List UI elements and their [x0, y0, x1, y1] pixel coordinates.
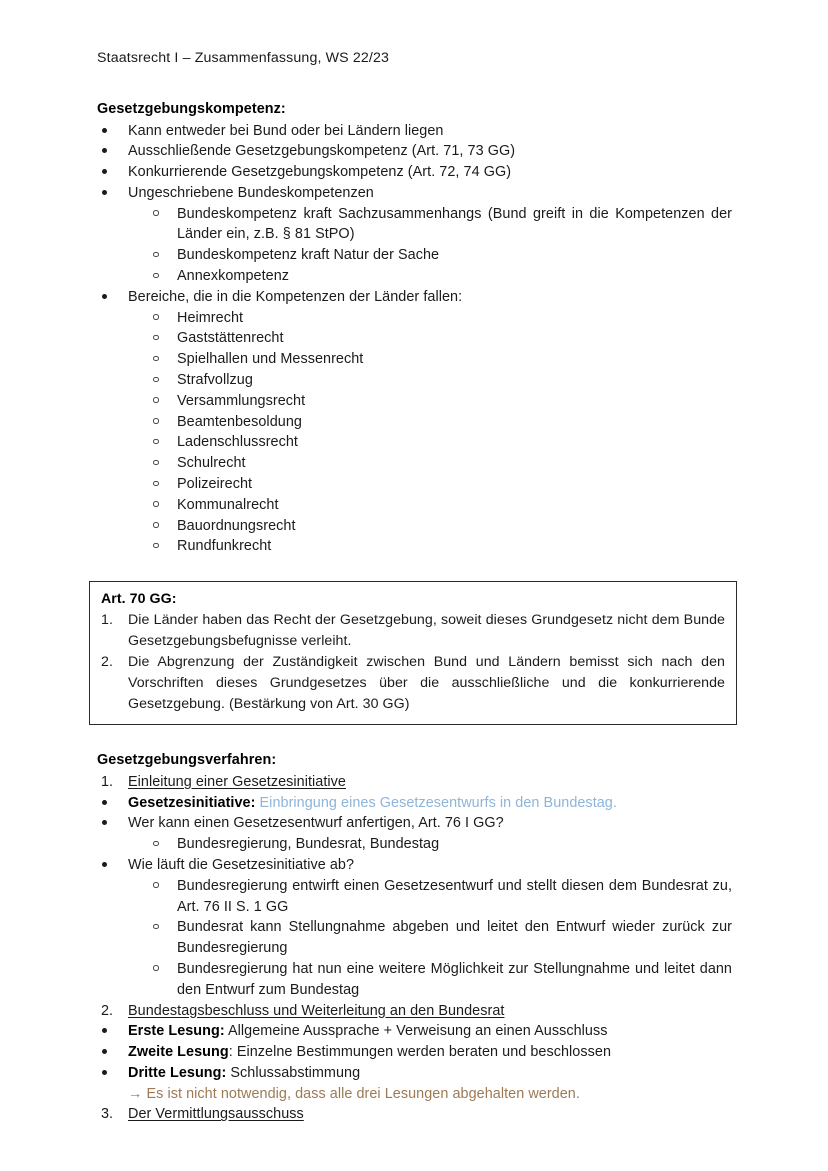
- sub-list-item: [101, 266, 736, 287]
- document-header: Staatsrecht I – Zusammenfassung, WS 22/23: [97, 50, 390, 66]
- numbered-step-text: Bundestagsbeschluss und Weiterleitung an den Bundesrat: [128, 1002, 505, 1019]
- bullet-icon: [101, 1021, 123, 1042]
- definition-body: Einbringung eines Gesetzesentwurfs in den Bundestag.: [259, 794, 617, 811]
- ordinal-marker: 2.: [101, 1002, 114, 1019]
- list-item: [101, 1042, 736, 1063]
- sub-list-item: [101, 391, 736, 412]
- sub-list-item: [101, 876, 736, 918]
- sub-list-item-text: Spielhallen und Messenrecht: [177, 351, 364, 368]
- circle-bullet-icon: [153, 834, 159, 855]
- list-item-text: Konkurrierende Gesetzgebungskompetenz (Art. 72, 74 GG): [128, 164, 512, 181]
- ordinal-marker: 1.: [101, 773, 114, 790]
- sub-list-item: [101, 474, 736, 495]
- list-item: [101, 141, 736, 162]
- lesung-body: Allgemeine Aussprache + Verweisung an einen Ausschluss: [224, 1023, 608, 1040]
- sub-list-item: [101, 308, 736, 329]
- circle-bullet-icon: [153, 328, 159, 349]
- sub-list-item-text: Bauordnungsrecht: [177, 517, 296, 534]
- bullet-icon: [101, 855, 123, 876]
- sub-list-item-text: Heimrecht: [177, 309, 244, 326]
- circle-bullet-icon: [153, 412, 159, 433]
- circle-bullet-icon: [153, 204, 159, 225]
- list-item-text: Kann entweder bei Bund oder bei Ländern liegen: [128, 122, 444, 139]
- sub-list-item-text: Versammlungsrecht: [177, 392, 306, 409]
- list-item-text: Wer kann einen Gesetzesentwurf anfertigen, Art. 76 I GG?: [128, 815, 504, 832]
- sub-list-item-text: Kommunalrecht: [177, 496, 279, 513]
- art-70-gg-item: [101, 652, 725, 715]
- sub-list-item-text: Polizeirecht: [177, 476, 253, 493]
- circle-bullet-icon: [153, 245, 159, 266]
- bullet-icon: [101, 1042, 123, 1063]
- art-70-gg-box: [89, 581, 737, 725]
- lesung-term: Zweite Lesung: [128, 1044, 229, 1061]
- circle-bullet-icon: [153, 959, 159, 980]
- bullet-icon: [101, 141, 123, 162]
- art-70-gg-item-text: Die Länder haben das Recht der Gesetzgebung, soweit dieses Grundgesetz nicht dem Bunde Gesetzgebungsbefugnisse verleiht.: [128, 612, 725, 650]
- sub-list-item-text: Annexkompetenz: [177, 268, 290, 285]
- sub-list-item: [101, 495, 736, 516]
- arrow-icon: →: [128, 1085, 143, 1102]
- lesungen-note-text: Es ist nicht notwendig, dass alle drei Lesungen abgehalten werden.: [146, 1085, 580, 1102]
- sub-list-item-text: Rundfunkrecht: [177, 538, 272, 555]
- bullet-icon: [101, 793, 123, 814]
- sub-list-item-text: Bundesregierung, Bundesrat, Bundestag: [177, 836, 440, 853]
- sub-list-item: [101, 959, 736, 1001]
- circle-bullet-icon: [153, 495, 159, 516]
- sub-list-item: [101, 204, 736, 246]
- section-title-gesetzgebungskompetenz: Gesetzgebungskompetenz:: [97, 101, 286, 117]
- section-title-gesetzgebungsverfahren: Gesetzgebungsverfahren:: [97, 752, 277, 769]
- sub-list-item-text: Bundeskompetenz kraft Sachzusammenhangs (Bund greift in die Kompetenzen der Länder ein, z.B. § 81 StPO): [177, 205, 732, 243]
- sub-list-item: [101, 453, 736, 474]
- art-70-gg-item: [101, 610, 725, 652]
- ordinal-marker: 2.: [101, 654, 113, 671]
- list-item-text: Ausschließende Gesetzgebungskompetenz (Art. 71, 73 GG): [128, 143, 516, 160]
- sub-list-item-text: Schulrecht: [177, 455, 246, 472]
- circle-bullet-icon: [153, 917, 159, 938]
- sub-list-item: [101, 516, 736, 537]
- sub-list-item-text: Ladenschlussrecht: [177, 434, 298, 451]
- ordinal-marker: 1.: [101, 612, 113, 629]
- ordinal-marker: 3.: [101, 1106, 114, 1123]
- sub-list-item-text: Gaststättenrecht: [177, 330, 284, 347]
- numbered-step: [101, 1104, 736, 1125]
- list-item: [101, 1021, 736, 1042]
- sub-list-item: [101, 536, 736, 557]
- list-item: [101, 1063, 736, 1084]
- sub-list-item-text: Strafvollzug: [177, 372, 253, 389]
- sub-list-item: [101, 834, 736, 855]
- sub-list-item: [101, 370, 736, 391]
- circle-bullet-icon: [153, 391, 159, 412]
- circle-bullet-icon: [153, 453, 159, 474]
- bullet-icon: [101, 1063, 123, 1084]
- lesung-body: Schlussabstimmung: [226, 1064, 361, 1081]
- circle-bullet-icon: [153, 370, 159, 391]
- numbered-step: [101, 772, 736, 793]
- circle-bullet-icon: [153, 308, 159, 329]
- art-70-gg-item-text: Die Abgrenzung der Zuständigkeit zwischen Bund und Ländern bemisst sich nach den Vorschriften dieses Grundgesetzes über die ausschließliche und die konkurrierende Gesetzgebung. (Bestärkung von Art. 30 GG): [128, 654, 725, 713]
- sub-list-item-text: Beamtenbesoldung: [177, 413, 302, 430]
- circle-bullet-icon: [153, 536, 159, 557]
- circle-bullet-icon: [153, 876, 159, 897]
- bullet-icon: [101, 183, 123, 204]
- sub-list-item-text: Bundeskompetenz kraft Natur der Sache: [177, 247, 440, 264]
- sub-list-item-text: Bundesregierung entwirft einen Gesetzesentwurf und stellt diesen dem Bundesrat zu, Art. 76 II S. 1 GG: [177, 877, 732, 915]
- circle-bullet-icon: [153, 432, 159, 453]
- numbered-step-text: Einleitung einer Gesetzesinitiative: [128, 773, 346, 790]
- list-item: [101, 855, 736, 876]
- circle-bullet-icon: [153, 474, 159, 495]
- circle-bullet-icon: [153, 266, 159, 287]
- bullet-icon: [101, 813, 123, 834]
- sub-list-item: [101, 328, 736, 349]
- list-item-text: Bereiche, die in die Kompetenzen der Länder fallen:: [128, 288, 463, 305]
- art-70-gg-title: Art. 70 GG:: [101, 591, 177, 608]
- sub-list-item: [101, 245, 736, 266]
- bullet-icon: [101, 287, 123, 308]
- lesung-body: : Einzelne Bestimmungen werden beraten und beschlossen: [228, 1044, 612, 1061]
- sub-list-item-text: Bundesrat kann Stellungnahme abgeben und leitet den Entwurf wieder zurück zur Bundesregierung: [177, 919, 732, 957]
- list-item: [101, 121, 736, 142]
- definition-term: Gesetzesinitiative:: [128, 794, 256, 811]
- sub-list-item-text: Bundesregierung hat nun eine weitere Möglichkeit zur Stellungnahme und leitet dann den Entwurf zum Bundestag: [177, 960, 732, 998]
- lesung-term: Dritte Lesung:: [128, 1064, 227, 1081]
- list-item: [101, 183, 736, 204]
- lesungen-note: [101, 1084, 736, 1105]
- list-item: [101, 162, 736, 183]
- sub-list-item: [101, 349, 736, 370]
- sub-list-item: [101, 432, 736, 453]
- sub-list-item: [101, 917, 736, 959]
- numbered-step-text: Der Vermittlungsausschuss: [128, 1106, 304, 1123]
- sub-list-item: [101, 412, 736, 433]
- list-item-text: Ungeschriebene Bundeskompetenzen: [128, 184, 374, 201]
- list-item: [101, 287, 736, 308]
- bullet-icon: [101, 121, 123, 142]
- list-item: [101, 813, 736, 834]
- bullet-icon: [101, 162, 123, 183]
- list-item: [101, 793, 736, 814]
- list-item-text: Wie läuft die Gesetzesinitiative ab?: [128, 856, 355, 873]
- lesung-term: Erste Lesung:: [128, 1023, 225, 1040]
- circle-bullet-icon: [153, 516, 159, 537]
- circle-bullet-icon: [153, 349, 159, 370]
- numbered-step: [101, 1001, 736, 1022]
